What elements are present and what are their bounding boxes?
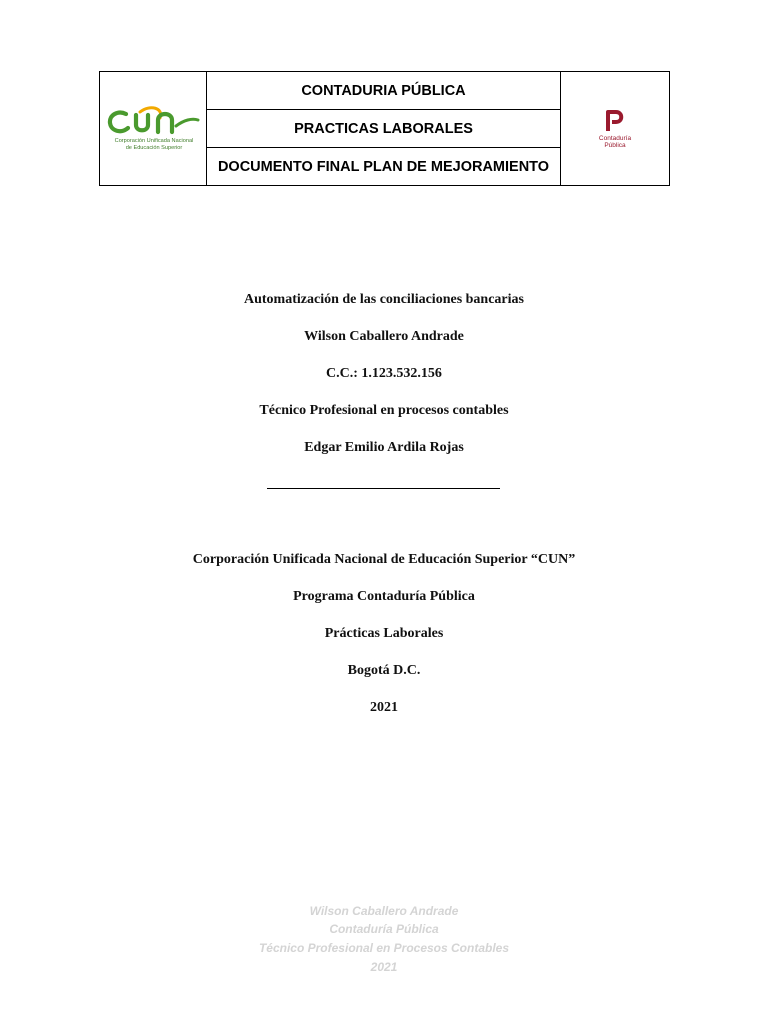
cp-label-line1: Contaduría	[598, 134, 632, 142]
program-name: Programa Contaduría Pública	[293, 589, 475, 604]
cun-caption-line2: de Educación Superior	[125, 144, 183, 151]
header-title-contaduria: CONTADURIA PÚBLICA	[207, 72, 561, 110]
cun-logo	[100, 106, 206, 152]
cp-letter-icon	[604, 109, 626, 133]
advisor-name: Edgar Emilio Ardila Rojas	[304, 440, 464, 455]
header-table	[99, 71, 670, 186]
author-name: Wilson Caballero Andrade	[304, 329, 464, 344]
city: Bogotá D.C.	[347, 663, 421, 678]
year: 2021	[370, 700, 398, 715]
topic: Automatización de las conciliaciones bancarias	[244, 292, 524, 307]
signature-line	[267, 488, 500, 489]
cun-logo-icon	[106, 106, 202, 136]
cp-label-line2: Pública	[604, 141, 626, 149]
cun-logo-cell	[100, 72, 207, 186]
header-title-practicas: PRACTICAS LABORALES	[207, 110, 561, 148]
footer-line4: 2021	[370, 960, 398, 974]
institution-name: Corporación Unificada Nacional de Educación Superior “CUN”	[192, 552, 576, 567]
footer-line3: Técnico Profesional en Procesos Contables	[258, 941, 510, 955]
id-number: C.C.: 1.123.532.156	[326, 366, 442, 381]
program-level: Técnico Profesional en procesos contables	[259, 403, 509, 418]
cun-caption-line1: Corporación Unificada Nacional	[114, 137, 194, 144]
contaduria-logo-cell	[561, 72, 670, 186]
course-name: Prácticas Laborales	[324, 626, 444, 641]
contaduria-publica-logo	[561, 109, 669, 149]
footer-line2: Contaduría Pública	[329, 922, 439, 936]
footer-line1: Wilson Caballero Andrade	[309, 904, 459, 918]
header-title-documento: DOCUMENTO FINAL PLAN DE MEJORAMIENTO	[207, 148, 561, 186]
